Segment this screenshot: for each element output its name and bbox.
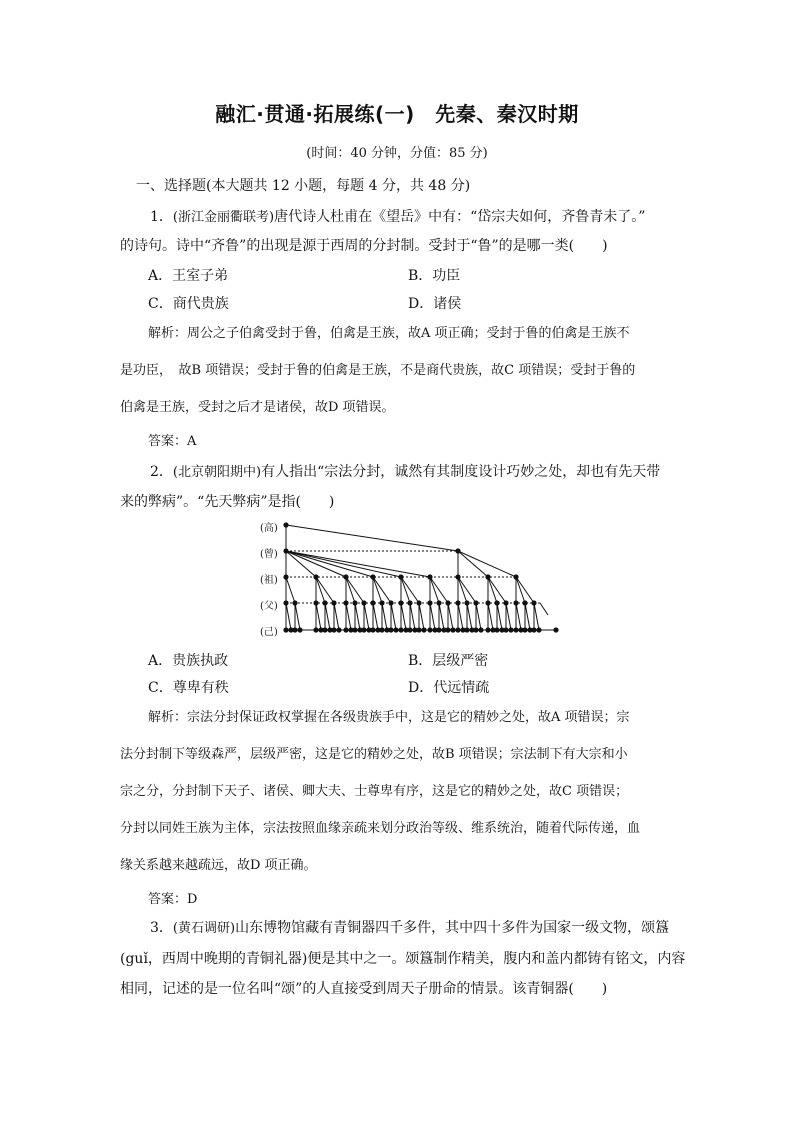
tree-link <box>497 603 502 630</box>
tree-node <box>361 627 366 632</box>
q3-stem-line1 <box>150 918 669 939</box>
q1-option-d: D．诸侯 <box>408 296 462 312</box>
tree-link <box>525 603 530 630</box>
tree-link <box>488 577 497 603</box>
tree-node <box>379 627 384 632</box>
tree-node <box>393 627 398 632</box>
tree-link <box>286 551 430 577</box>
q1-answer: 答案：A <box>148 434 197 449</box>
tree-node <box>407 600 412 605</box>
tree-node <box>464 600 469 605</box>
q2-option-c: C．尊卑有秩 <box>148 680 229 696</box>
tree-node <box>427 627 432 632</box>
tree-node <box>536 627 541 632</box>
q1-analysis-line1: 解析：周公之子伯禽受封于鲁，伯禽是王族，故A 项正确；受封于鲁的伯禽是王族不 <box>148 326 630 341</box>
page-title: 融汇·贯通·拓展练(一) 先秦、秦汉时期 <box>215 102 579 126</box>
tree-node <box>450 627 455 632</box>
tree-node <box>522 600 527 605</box>
tree-node <box>398 600 403 605</box>
tree-link <box>410 603 415 630</box>
tree-node <box>370 574 375 579</box>
q2-number: 2． <box>150 464 173 480</box>
tree-node <box>427 574 432 579</box>
tree-node <box>478 627 483 632</box>
tree-node <box>388 627 393 632</box>
tree-link <box>488 603 493 630</box>
tree-link <box>458 551 488 577</box>
q1-option-a: A．王室子弟 <box>148 268 229 284</box>
q3-source: (黄石调研) <box>172 921 236 936</box>
tree-node <box>352 600 357 605</box>
q1-analysis-line3: 伯禽是王族，受封之后才是诸侯，故D 项错误。 <box>120 400 395 415</box>
tree-link <box>419 603 424 630</box>
q1-number: 1． <box>150 209 173 225</box>
label-zu: (祖) <box>260 575 278 586</box>
time-score-info: (时间：40 分钟，分值：85 分) <box>306 146 488 161</box>
tree-link <box>534 603 539 630</box>
tree-link <box>334 603 339 630</box>
tree-link <box>346 577 355 603</box>
tree-node <box>531 627 536 632</box>
tree-node <box>388 600 393 605</box>
q2-option-d: D．代远情疏 <box>408 680 490 696</box>
tree-node <box>485 627 490 632</box>
tree-node <box>473 600 478 605</box>
tree-node <box>343 627 348 632</box>
tree-link <box>516 577 534 603</box>
tree-link <box>295 603 300 630</box>
tree-node <box>343 574 348 579</box>
tree-node <box>503 600 508 605</box>
label-ji: (己) <box>260 627 278 638</box>
tree-link <box>506 603 511 630</box>
q1-option-c: C．商代贵族 <box>148 296 229 312</box>
tree-link <box>391 603 396 630</box>
tree-link <box>458 551 516 577</box>
q1-stem-line2: 的诗句。诗中“齐鲁”的出现是源于西周的分封制。受封于“鲁”的是哪一类( ) <box>120 238 608 254</box>
tree-node <box>445 627 450 632</box>
label-gao: (高) <box>260 523 278 534</box>
tree-link <box>316 577 334 603</box>
tree-node <box>407 627 412 632</box>
tree-node <box>522 627 527 632</box>
tree-node <box>331 627 336 632</box>
tree-node <box>379 600 384 605</box>
tree-link <box>448 603 453 630</box>
tree-link <box>401 577 419 603</box>
q2-analysis-line1: 解析：宗法分封保证政权掌握在各级贵族手中，这是它的精妙之处，故A 项错误；宗 <box>148 710 630 725</box>
tree-node <box>313 627 318 632</box>
tree-node <box>398 574 403 579</box>
tree-node <box>283 522 288 527</box>
tree-link <box>516 603 521 630</box>
tree-link <box>286 525 458 551</box>
tree-node <box>313 574 318 579</box>
tree-link <box>401 577 410 603</box>
tree-link <box>346 577 364 603</box>
tree-link <box>364 603 369 630</box>
tree-node <box>455 627 460 632</box>
tree-link <box>286 551 346 577</box>
q3-number: 3． <box>150 920 173 936</box>
tree-link <box>373 577 382 603</box>
tree-link <box>488 577 506 603</box>
q2-option-b: B．层级严密 <box>408 653 489 669</box>
tree-link <box>430 577 439 603</box>
tree-link <box>373 603 378 630</box>
tree-node <box>336 627 341 632</box>
q1-option-b: B．功臣 <box>408 268 461 284</box>
tree-link <box>286 603 291 630</box>
tree-node <box>370 600 375 605</box>
tree-link <box>458 577 467 603</box>
tree-node <box>513 627 518 632</box>
tree-link <box>373 577 391 603</box>
tree-node <box>361 600 366 605</box>
tree-link <box>355 603 360 630</box>
tree-link <box>325 603 330 630</box>
tree-node <box>427 600 432 605</box>
tree-link <box>346 603 351 630</box>
label-zeng: (曾) <box>260 549 278 560</box>
tree-node <box>455 600 460 605</box>
tree-link <box>316 577 325 603</box>
tree-link <box>439 603 444 630</box>
tree-node <box>436 600 441 605</box>
genealogy-tree-diagram <box>258 518 568 644</box>
tree-link <box>458 577 476 603</box>
q3-stem: 山东博物馆藏有青铜器四千多件，其中四十多件为国家一级文物，颂簋 <box>235 920 670 936</box>
q2-analysis-line5: 缘关系越来越疏远，故D 项正确。 <box>120 858 317 873</box>
tree-node <box>455 574 460 579</box>
q1-stem-line1 <box>150 207 645 228</box>
tree-node <box>283 574 288 579</box>
tree-node <box>513 600 518 605</box>
section-heading: 一、选择题(本大题共 12 小题，每题 4 分，共 48 分) <box>136 178 471 194</box>
q2-stem-line1 <box>150 462 660 483</box>
tree-link <box>540 603 548 615</box>
tree-link <box>516 577 525 603</box>
tree-node <box>513 574 518 579</box>
q1-stem: 唐代诗人杜甫在《望岳》中有：“岱宗夫如何，齐鲁青未了。” <box>274 209 646 225</box>
q2-option-a: A．贵族执政 <box>148 653 229 669</box>
q1-source: (浙江金丽衢联考) <box>172 210 275 225</box>
q3-stem-line2: (guǐ，西周中晚期的青铜礼器)便是其中之一。颂簋制作精美，腹内和盖内都铸有铭文，内容 <box>120 951 686 967</box>
tree-node <box>445 600 450 605</box>
tree-node <box>485 600 490 605</box>
tree-node <box>494 627 499 632</box>
q2-analysis-line3: 宗之分，分封制下天子、诸侯、卿大夫、士尊卑有序，这是它的精妙之处，故C 项错误； <box>120 784 629 799</box>
tree-link <box>430 577 448 603</box>
tree-node <box>343 600 348 605</box>
tree-node <box>436 627 441 632</box>
tree-node <box>508 627 513 632</box>
q1-analysis-line2: 是功臣， 故B 项错误；受封于鲁的伯禽是王族，不是商代贵族，故C 项错误；受封于鲁的 <box>120 363 636 378</box>
q2-source: (北京朝阳期中) <box>172 465 262 480</box>
tree-link <box>286 551 401 577</box>
tree-node <box>283 600 288 605</box>
tree-node <box>283 548 288 553</box>
tree-node <box>331 600 336 605</box>
tree-node <box>473 627 478 632</box>
tree-node <box>416 600 421 605</box>
tree-node <box>370 627 375 632</box>
tree-node <box>292 600 297 605</box>
tree-link <box>467 603 472 630</box>
tree-node <box>416 627 421 632</box>
tree-node <box>553 627 558 632</box>
tree-node <box>464 627 469 632</box>
tree-node <box>297 627 302 632</box>
tree-node <box>322 600 327 605</box>
tree-link <box>476 603 481 630</box>
q2-answer: 答案：D <box>148 892 198 907</box>
tree-link <box>458 603 463 630</box>
tree-node <box>322 627 327 632</box>
label-fu: (父) <box>260 601 278 612</box>
tree-link <box>286 577 295 603</box>
tree-node <box>531 600 536 605</box>
q2-analysis-line4: 分封以同姓王族为主体，宗法按照血缘亲疏来划分政治等级、维系统治，随着代际传递，血 <box>120 821 641 836</box>
q3-stem-line3: 相同，记述的是一位名叫“颂”的人直接受到周天子册命的情景。该青铜器( ) <box>120 981 608 997</box>
tree-node <box>313 600 318 605</box>
q2-analysis-line2: 法分封制下等级森严，层级严密，这是它的精妙之处，故B 项错误；宗法制下有大宗和小 <box>120 747 628 762</box>
tree-link <box>316 603 321 630</box>
tree-node <box>292 627 297 632</box>
tree-node <box>485 574 490 579</box>
tree-node <box>503 627 508 632</box>
tree-node <box>494 600 499 605</box>
tree-node <box>283 627 288 632</box>
tree-node <box>421 627 426 632</box>
tree-node <box>398 627 403 632</box>
tree-node <box>352 627 357 632</box>
tree-link <box>401 603 406 630</box>
q2-stem-line2: 来的弊病”。“先天弊病”是指( ) <box>120 494 335 510</box>
q2-stem: 有人指出“宗法分封，诚然有其制度设计巧妙之处，却也有先天带 <box>261 464 661 480</box>
tree-node <box>455 548 460 553</box>
tree-link <box>430 603 435 630</box>
tree-link <box>382 603 387 630</box>
